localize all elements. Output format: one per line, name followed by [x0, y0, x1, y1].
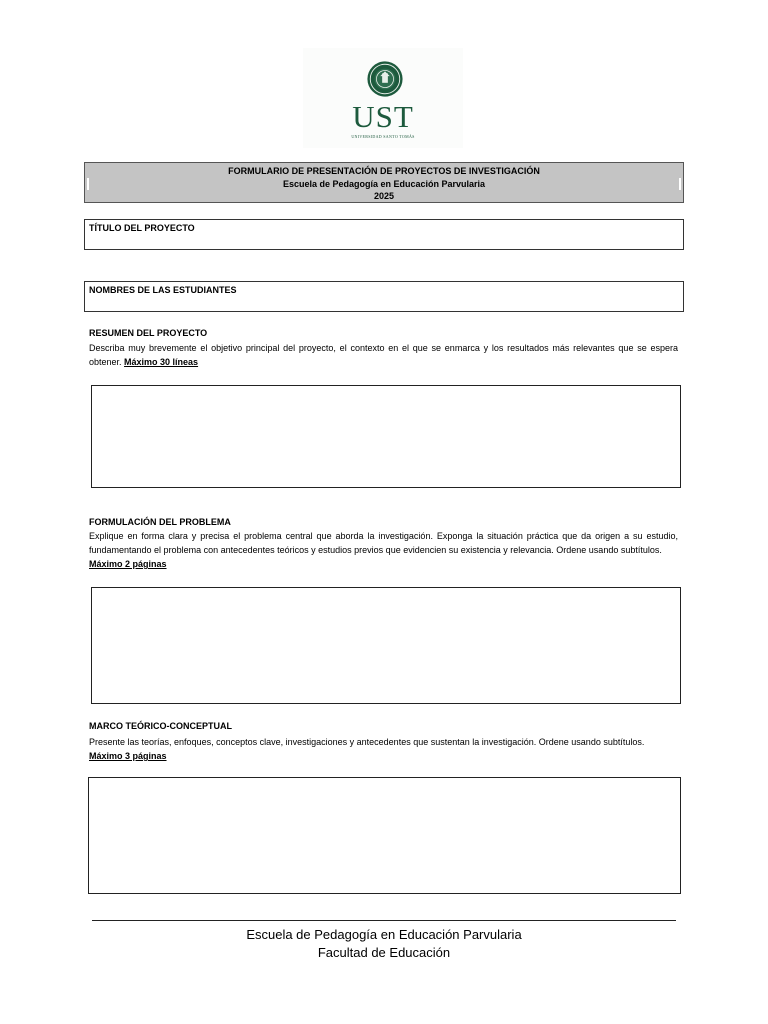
university-logo [303, 48, 463, 148]
school-name: Escuela de Pedagogía en Educación Parvularia [282, 178, 486, 189]
problema-description [89, 529, 678, 571]
marco-description [89, 735, 678, 763]
project-title-label: TÍTULO DEL PROYECTO [89, 223, 195, 233]
university-seal-icon [366, 60, 404, 98]
problema-answer-box[interactable] [91, 587, 681, 704]
problema-title: FORMULACIÓN DEL PROBLEMA [89, 517, 231, 527]
marco-answer-box[interactable] [88, 777, 681, 894]
project-title-field[interactable] [84, 219, 684, 250]
header-left-marker [87, 178, 89, 190]
resumen-limit: Máximo 30 líneas [124, 357, 199, 367]
footer-divider [92, 920, 676, 921]
resumen-description [89, 341, 678, 369]
student-names-label: NOMBRES DE LAS ESTUDIANTES [89, 285, 237, 295]
problema-desc-text: Explique en forma clara y precisa el problema central que aborda la investigación. Exponga la situación práctica que da origen a su estudio, fundamentando el problema con antecedentes teóricos y estudios previos que evidencien su existencia y relevancia. Ordene usando subtítulos. [89, 531, 678, 555]
resumen-title: RESUMEN DEL PROYECTO [89, 328, 208, 338]
logo-subtitle: UNIVERSIDAD SANTO TOMÁS [351, 134, 415, 139]
header-right-marker [679, 178, 681, 190]
marco-limit: Máximo 3 páginas [89, 751, 167, 761]
form-title: FORMULARIO DE PRESENTACIÓN DE PROYECTOS DE INVESTIGACIÓN [228, 166, 540, 176]
footer-faculty: Facultad de Educación [317, 945, 451, 960]
form-header [84, 162, 684, 203]
marco-title: MARCO TEÓRICO-CONCEPTUAL [89, 721, 232, 731]
logo-wordmark: UST [352, 99, 414, 134]
problema-limit: Máximo 2 páginas [89, 559, 167, 569]
footer-school: Escuela de Pedagogía en Educación Parvularia [246, 927, 522, 942]
student-names-field[interactable] [84, 281, 684, 312]
marco-desc-text: Presente las teorías, enfoques, conceptos clave, investigaciones y antecedentes que sustentan la investigación. Ordene usando subtítulos. [89, 737, 645, 747]
form-year: 2025 [373, 191, 395, 201]
resumen-desc-text: Describa muy brevemente el objetivo principal del proyecto, el contexto en el que se enmarca y los resultados más relevantes que se espera obtener. [89, 343, 678, 367]
resumen-answer-box[interactable] [91, 385, 681, 488]
